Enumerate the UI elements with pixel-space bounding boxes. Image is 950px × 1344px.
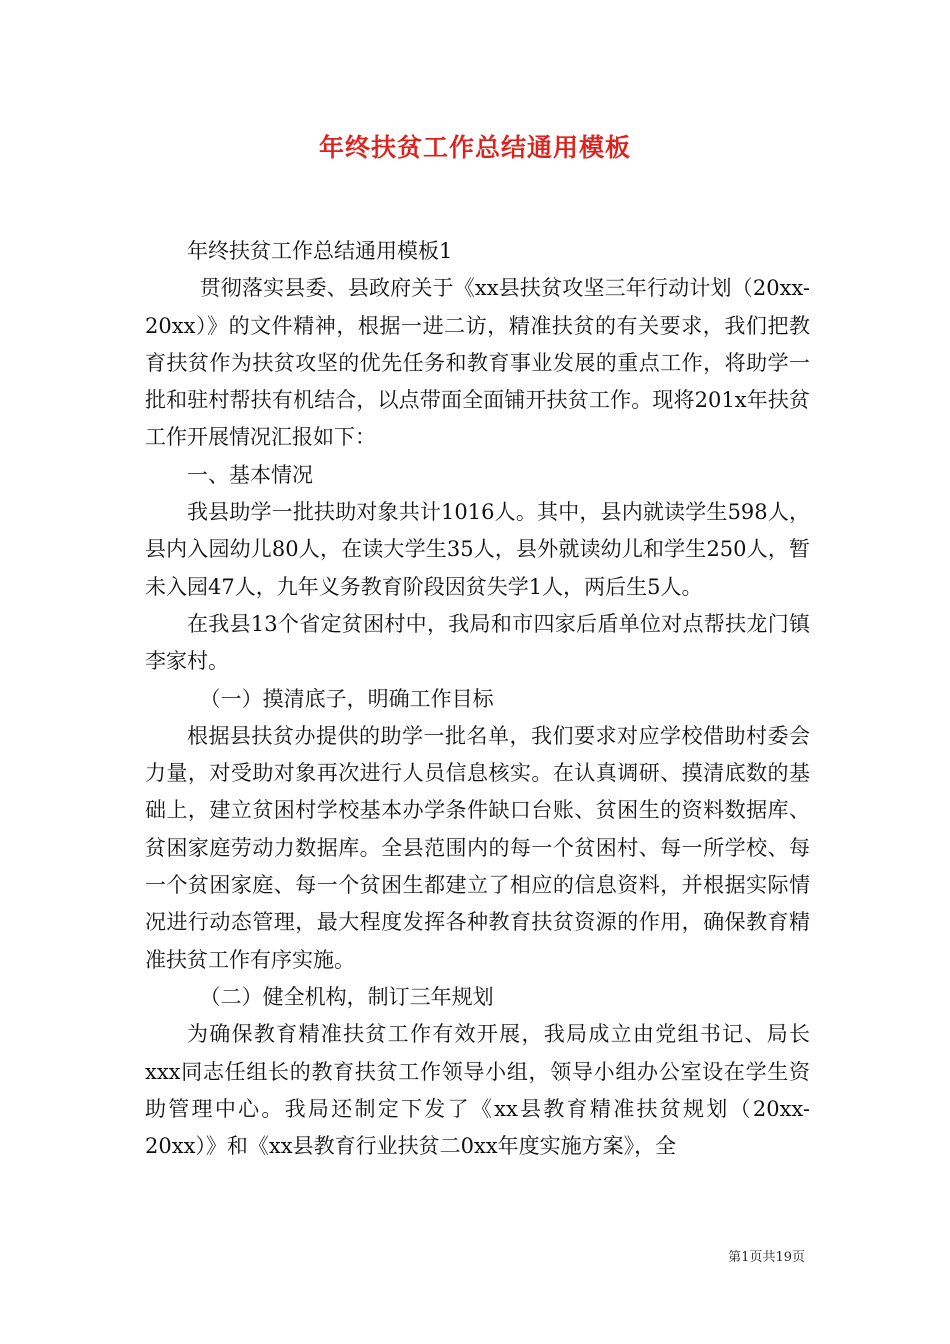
subheading-1: （一）摸清底子，明确工作目标 (199, 686, 494, 711)
paragraph-organization: 为确保教育精准扶贫工作有效开展，我局成立由党组书记、局长xxx同志任组长的教育扶贫工作领导小组，领导小组办公室设在学生资助管理中心。我局还制定下发了《xx县教育精准扶贫规划（20xx-20xx）》和《xx县教育行业扶贫二0xx年度实施方案》，全 (145, 1022, 810, 1159)
heading-basic-situation: 一、基本情况 (187, 462, 313, 487)
document-title: 年终扶贫工作总结通用模板 (318, 133, 631, 162)
document-body (145, 233, 810, 1165)
paragraph-village: 在我县13个省定贫困村中，我局和市四家后盾单位对点帮扶龙门镇李家村。 (145, 611, 810, 674)
page-number: 第1页共19页 (728, 1250, 805, 1265)
paragraph-target-count: 我县助学一批扶助对象共计1016人。其中，县内就读学生598人，县内入园幼儿80人，在读大学生35人，县外就读幼儿和学生250人，暂未入园47人，九年义务教育阶段因贫失学1人，两后生5人。 (145, 500, 810, 599)
paragraph-verification: 根据县扶贫办提供的助学一批名单，我们要求对应学校借助村委会力量，对受助对象再次进行人员信息核实。在认真调研、摸清底数的基础上，建立贫困村学校基本办学条件缺口台账、贫困生的资料数据库、贫困家庭劳动力数据库。全县范围内的每一个贫困村、每一所学校、每一个贫困家庭、每一个贫困生都建立了相应的信息资料，并根据实际情况进行动态管理，最大程度发挥各种教育扶贫资源的作用，确保教育精准扶贫工作有序实施。 (145, 723, 810, 972)
subheading-2: （二）健全机构，制订三年规划 (199, 984, 494, 1009)
paragraph-intro: 贯彻落实县委、县政府关于《xx县扶贫攻坚三年行动计划（20xx-20xx）》的文件精神，根据一进二访，精准扶贫的有关要求，我们把教育扶贫作为扶贫攻坚的优先任务和教育事业发展的重点工作，将助学一批和驻村帮扶有机结合，以点带面全面铺开扶贫工作。现将201x年扶贫工作开展情况汇报如下： (145, 276, 810, 450)
section-heading: 年终扶贫工作总结通用模板1 (187, 239, 453, 263)
